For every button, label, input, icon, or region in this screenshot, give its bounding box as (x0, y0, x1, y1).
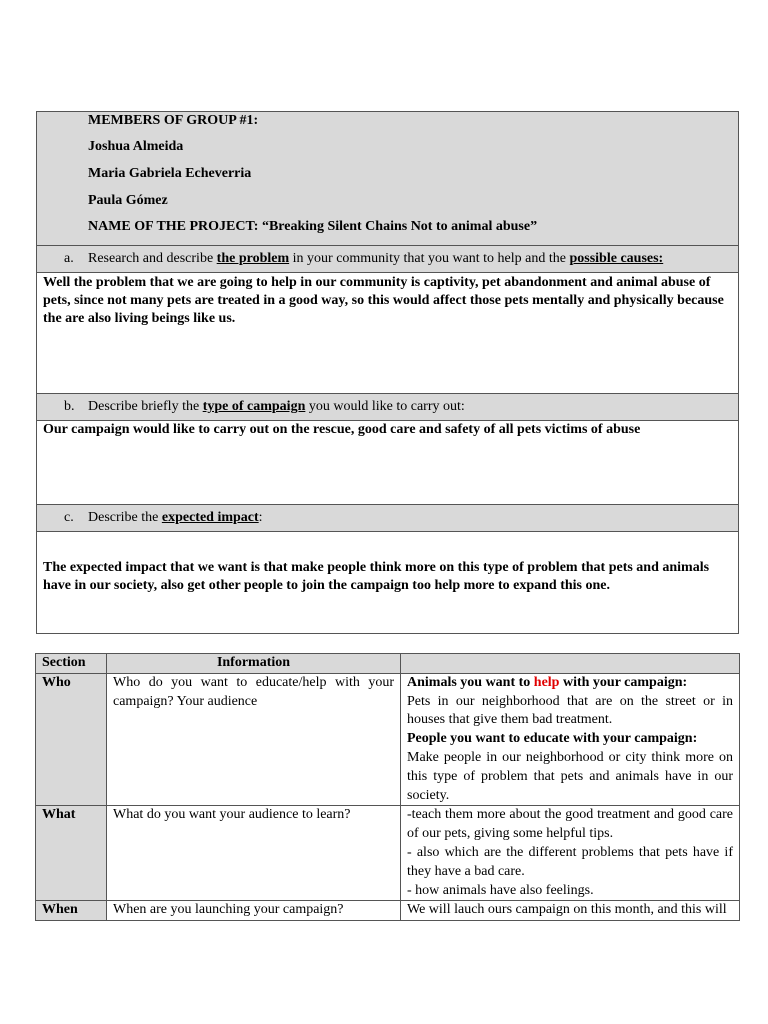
list-item: - also which are the different problems that pets have if they have a bad care. (407, 844, 733, 879)
campaign-info-table (35, 653, 740, 921)
project-name-line (88, 219, 537, 235)
project-form-table (36, 111, 739, 634)
question-b: b. Describe briefly the type of campaign you would like to carry out: (37, 393, 738, 420)
member-name: Joshua Almeida (88, 139, 184, 154)
section-when: When (36, 901, 107, 921)
question-letter: a. (64, 251, 74, 266)
table-row (36, 901, 740, 921)
member-name: Maria Gabriela Echeverria (88, 166, 252, 181)
answer-who (401, 673, 740, 806)
project-label: NAME OF THE PROJECT: (88, 219, 259, 234)
section-what: What (36, 806, 107, 901)
info-when: When are you launching your campaign? (107, 901, 401, 921)
list-item: - how animals have also feelings. (407, 882, 594, 898)
answer-c-text: The expected impact that we want is that make people think more on this type of problem that pets and animals have in our society, also get other people to join the campaign too help more to expand this one. (43, 560, 710, 593)
answer-c (37, 531, 738, 633)
question-letter: c. (64, 510, 74, 525)
header-blank (401, 654, 740, 674)
question-a: a. Research and describe the problem in your community that you want to help and the possible causes: (37, 245, 738, 272)
table-header-row (36, 654, 740, 674)
people-text: Make people in our neighborhood or city think more on this type of problem that pets and animals have in our society. (407, 749, 733, 803)
header-information: Information (107, 654, 401, 674)
member-name: Paula Gómez (88, 193, 168, 208)
question-letter: b. (64, 399, 75, 414)
answer-when: We will lauch ours campaign on this month, and this will (401, 901, 740, 921)
animals-heading: Animals you want to help with your campaign: (407, 674, 688, 690)
header-section: Section (36, 654, 107, 674)
table-row (36, 673, 740, 806)
members-section (37, 112, 738, 245)
answer-what (401, 806, 740, 901)
answer-a (37, 272, 738, 394)
question-c: c. Describe the expected impact: (37, 504, 738, 531)
info-who: Who do you want to educate/help with your campaign? Your audience (107, 673, 401, 806)
members-heading: MEMBERS OF GROUP #1: (88, 113, 259, 128)
answer-a-text: Well the problem that we are going to help in our community is captivity, pet abandonment and animal abuse of pets, since not many pets are treated in a good way, so this would affect those pets mentally and physically because the are also living beings like us. (43, 275, 724, 326)
answer-b (37, 420, 738, 505)
people-heading: People you want to educate with your campaign: (407, 731, 698, 747)
list-item: -teach them more about the good treatment and good care of our pets, giving some helpful tips. (407, 807, 733, 842)
answer-b-text: Our campaign would like to carry out on the rescue, good care and safety of all pets victims of abuse (43, 422, 641, 437)
section-who: Who (36, 673, 107, 806)
table-row (36, 806, 740, 901)
project-name: “Breaking Silent Chains Not to animal abuse” (261, 219, 538, 234)
info-what: What do you want your audience to learn? (107, 806, 401, 901)
animals-text: Pets in our neighborhood that are on the street or in houses that give them bad treatment. (407, 693, 733, 728)
